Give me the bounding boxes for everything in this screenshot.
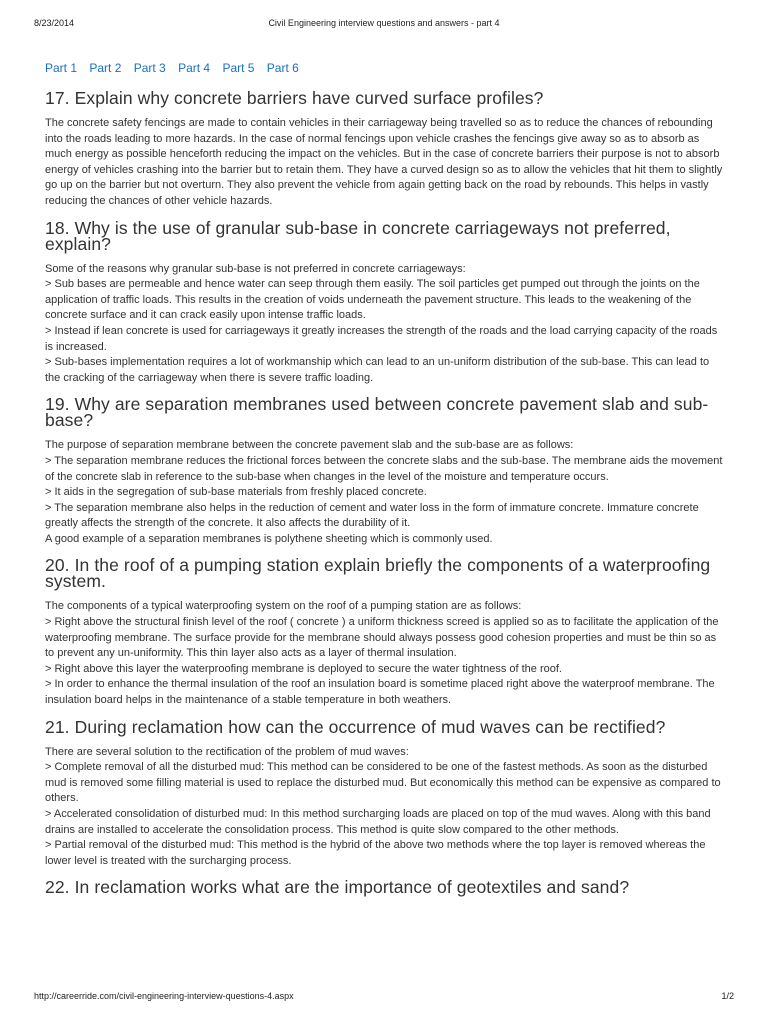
print-url[interactable]: http://careerride.com/civil-engineering-interview-questions-4.aspx [34, 991, 294, 1001]
question-19 [45, 396, 723, 547]
part-link-3[interactable]: Part 3 [133, 61, 166, 75]
answer-intro: The components of a typical waterproofing system on the roof of a pumping station are as follows: [45, 600, 522, 613]
question-18 [45, 217, 723, 387]
answer-paragraph: The concrete safety fencings are made to contain vehicles in their carriageway being travelled so as to reduce the chances of rebounding into the roads leading to more hazards. In the case of normal fencings upon vehicle crashes the fencings give away so as to absorb as much energy as possible henceforth reducing the impact on the vehicles. But in the case of concrete barriers their purpose is not to absorb energy of vehicles crashing into the barrier but to retain them. They have a curved design so as to allow the vehicles that hit them to slightly go up on the barrier but not overturn. They also prevent the vehicle from again getting back on the road by rebounds. This helps in vastly reducing the chances of other vehicle hazards. [45, 117, 723, 207]
answer-point: > Partial removal of the disturbed mud: This method is the hybrid of the above two methods where the top layer is removed whereas the lower level is treated with the surcharging process. [45, 839, 706, 867]
question-heading: 21. During reclamation how can the occurrence of mud waves can be rectified? [45, 716, 666, 737]
answer-point: > Sub bases are permeable and hence water can seep through them easily. The soil particles get pumped out through the joints on the application of traffic loads. This results in the creation of voids underneath the pavement structure. This leads to the weakening of the concrete surface and it can crack easily upon intense traffic loads. [45, 278, 700, 322]
answer-point: A good example of a separation membranes is polythene sheeting which is commonly used. [45, 532, 493, 545]
print-date: 8/23/2014 [34, 18, 75, 28]
question-22 [45, 877, 723, 898]
answer-intro: The purpose of separation membrane between the concrete pavement slab and the sub-base are as follows: [45, 439, 574, 452]
question-20 [45, 557, 723, 708]
answer-point: > Right above this layer the waterproofing membrane is deployed to secure the water tightness of the roof. [45, 662, 562, 675]
answer-point: > Sub-bases implementation requires a lot of workmanship which can lead to an un-uniform distribution of the sub-base. This can lead to the cracking of the carriageway when there is severe traffic loading. [45, 356, 710, 384]
answer-intro: There are several solution to the rectification of the problem of mud waves: [45, 745, 409, 758]
parts-navigation [45, 61, 308, 75]
answer-intro: Some of the reasons why granular sub-base is not preferred in concrete carriageways: [45, 262, 466, 275]
part-link-5[interactable]: Part 5 [222, 61, 255, 75]
print-footer [34, 991, 734, 1003]
answer-point: > It aids in the segregation of sub-base materials from freshly placed concrete. [45, 486, 427, 499]
answer-point: > In order to enhance the thermal insulation of the roof an insulation board is sometime placed right above the waterproof membrane. The insulation board helps in the maintenance of a stable temperature in both weathers. [45, 678, 715, 707]
part-link-4[interactable]: Part 4 [178, 61, 211, 75]
question-17 [45, 90, 723, 210]
part-link-2[interactable]: Part 2 [89, 61, 122, 75]
question-heading: 17. Explain why concrete barriers have curved surface profiles? [45, 88, 544, 108]
question-21 [45, 716, 723, 870]
answer-point: > Instead if lean concrete is used for carriageways it greatly increases the strength of the roads and the load carrying capacity of the roads is increased. [45, 324, 718, 353]
answer-point: > The separation membrane also helps in the reduction of cement and water loss in the form of immature concrete. Immature concrete greatly affects the strength of the concrete. It also affects the durability of it. [45, 501, 699, 530]
answer-point: > Accelerated consolidation of disturbed mud: In this method surcharging loads are placed on top of the mud waves. Along with this band drains are installed to accelerate the consolidation process. This method is quite slow compared to the other methods. [45, 808, 711, 836]
question-heading: 20. In the roof of a pumping station explain briefly the components of a waterproofing system. [45, 555, 711, 592]
print-page-number: 1/2 [721, 991, 734, 1001]
print-page-title: Civil Engineering interview questions and answers - part 4 [268, 18, 500, 28]
answer-point: > The separation membrane reduces the frictional forces between the concrete slabs and the sub-base. The membrane aids the movement of the concrete slab in reference to the sub-base when changes in the level of the moisture and temperature occurs. [45, 454, 723, 483]
question-heading: 22. In reclamation works what are the importance of geotextiles and sand? [45, 877, 630, 898]
question-heading: 19. Why are separation membranes used between concrete pavement slab and sub-base? [45, 394, 709, 431]
main-content [45, 90, 723, 905]
part-link-1[interactable]: Part 1 [45, 61, 78, 75]
print-header [34, 18, 734, 30]
part-link-6[interactable]: Part 6 [266, 61, 299, 75]
answer-point: > Right above the structural finish level of the roof ( concrete ) a uniform thickness screed is applied so as to facilitate the application of the waterproofing membrane. The surface provide for the membrane should always possess good cohesion properties and must be thin so as to prevent any un-uniformity. This thin layer also acts as a layer of thermal insulation. [45, 616, 719, 660]
answer-point: > Complete removal of all the disturbed mud: This method can be considered to be one of the fastest methods. As soon as the disturbed mud is removed some filling material is used to replace the disturbed mud. But economically this method can be expensive as compared to others. [45, 761, 721, 805]
question-heading: 18. Why is the use of granular sub-base in concrete carriageways not preferred, explain? [45, 217, 671, 254]
